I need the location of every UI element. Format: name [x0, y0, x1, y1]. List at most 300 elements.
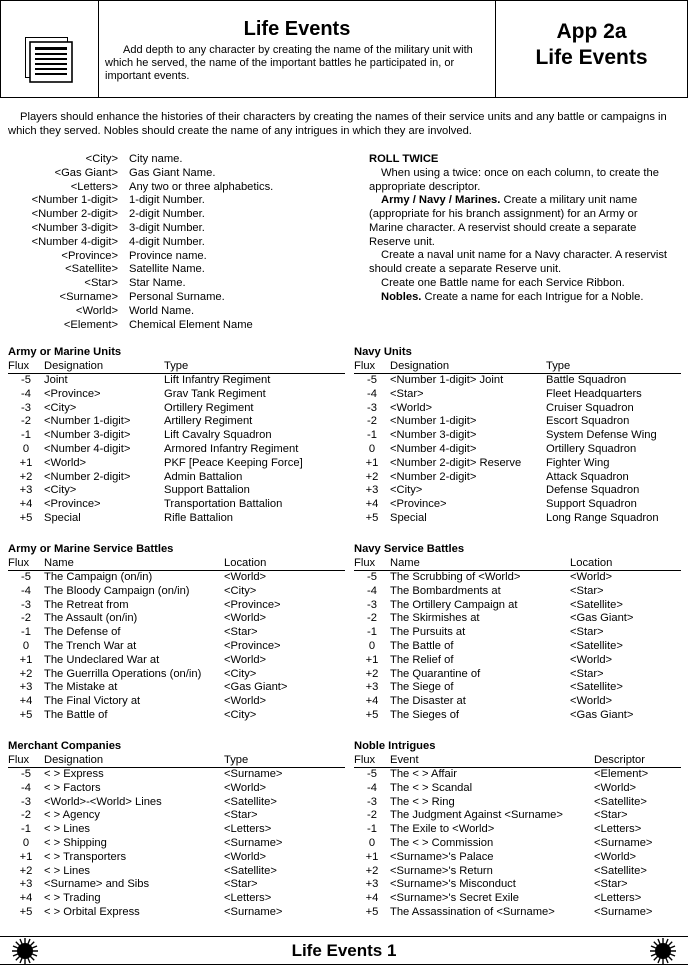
table-row: [354, 837, 681, 851]
table-row: [8, 415, 345, 429]
table-cell: Joint: [44, 374, 68, 386]
roll-nobles-label: Nobles.: [381, 290, 422, 303]
table-cell: <World>: [594, 781, 637, 794]
legend-row: [8, 208, 348, 222]
table-row: [354, 865, 681, 879]
table-cell: Fighter Wing: [546, 456, 610, 469]
table-cell: <Number 1-digit>: [390, 415, 477, 428]
table-row: [354, 443, 681, 457]
navy-units-table: [354, 346, 681, 526]
table-cell: Ortillery Regiment: [164, 401, 254, 414]
column-header: Designation: [44, 360, 104, 372]
table-header: [8, 754, 345, 768]
legend-key: <Number 2-digit>: [31, 208, 118, 221]
roll-paragraph-5: [369, 291, 669, 305]
column-header: Type: [224, 754, 249, 766]
table-cell: +3: [19, 681, 33, 694]
table-row: [354, 823, 681, 837]
table-cell: -2: [21, 415, 31, 428]
table-row: [354, 512, 681, 526]
table-cell: The < > Affair: [390, 768, 457, 780]
table-row: [354, 809, 681, 823]
page-title: Life Events: [243, 18, 351, 40]
table-cell: The Judgment Against <Surname>: [390, 809, 563, 822]
table-cell: <Number 2-digit>: [390, 470, 477, 483]
table-cell: The Final Victory at: [44, 695, 141, 708]
legend-value: 3-digit Number.: [129, 221, 205, 234]
roll-twice-section: [369, 153, 669, 304]
page-footer: [0, 935, 688, 967]
table-cell: -4: [367, 387, 377, 400]
table-row: [8, 782, 345, 796]
table-row: [8, 429, 345, 443]
table-cell: <Satellite>: [570, 639, 623, 652]
table-row: [8, 402, 345, 416]
table-cell: +1: [365, 653, 379, 666]
table-cell: <World>: [390, 401, 433, 414]
table-cell: <Province>: [224, 598, 281, 611]
table-cell: The Pursuits at: [390, 626, 466, 639]
table-row: [8, 681, 345, 695]
table-cell: -5: [21, 571, 31, 583]
legend-value: Star Name.: [129, 277, 186, 290]
table-row: [8, 654, 345, 668]
table-cell: -2: [21, 612, 31, 625]
table-row: [8, 709, 345, 723]
table-cell: <Number 3-digit>: [44, 429, 131, 442]
table-cell: <City>: [224, 708, 257, 721]
table-row: [354, 374, 681, 388]
table-cell: <Satellite>: [224, 795, 277, 808]
table-cell: <Star>: [570, 626, 604, 639]
table-cell: <Satellite>: [594, 864, 647, 877]
table-cell: -4: [21, 584, 31, 597]
table-row: [8, 585, 345, 599]
table-cell: <Satellite>: [594, 795, 647, 808]
table-row: [354, 709, 681, 723]
table-cell: -4: [367, 584, 377, 597]
table-row: [354, 782, 681, 796]
legend-row: [8, 194, 348, 208]
table-cell: +1: [365, 456, 379, 469]
table-cell: < > Trading: [44, 892, 101, 905]
column-header: Flux: [354, 754, 376, 766]
table-row: [354, 768, 681, 782]
table-cell: -2: [367, 809, 377, 822]
table-row: [354, 851, 681, 865]
table-cell: -5: [21, 768, 31, 780]
roll-paragraph-2: [369, 194, 669, 249]
table-cell: +5: [365, 708, 379, 721]
table-cell: -5: [367, 571, 377, 583]
table-cell: Attack Squadron: [546, 470, 629, 483]
table-title: Noble Intrigues: [354, 740, 436, 752]
table-cell: The Undeclared War at: [44, 653, 160, 666]
legend-key: <Number 4-digit>: [31, 235, 118, 248]
table-row: [8, 809, 345, 823]
table-cell: Lift Infantry Regiment: [164, 374, 271, 386]
table-cell: <World>: [570, 695, 613, 708]
table-cell: The < > Ring: [390, 795, 455, 808]
column-header: Event: [390, 754, 419, 766]
legend-value: World Name.: [129, 304, 195, 317]
table-cell: +3: [365, 681, 379, 694]
footer-top-rule: [0, 936, 688, 937]
table-cell: <Province>: [224, 639, 281, 652]
table-cell: Ortillery Squadron: [546, 442, 637, 455]
table-cell: +5: [365, 905, 379, 918]
legend-row: [8, 305, 348, 319]
roll-paragraph-3: Create a naval unit name for a Navy character. A reservist should create a separate Reserve unit.: [369, 249, 668, 276]
table-cell: <Gas Giant>: [224, 681, 288, 694]
table-cell: <Satellite>: [224, 864, 277, 877]
legend-value: 4-digit Number.: [129, 235, 205, 248]
table-cell: < > Agency: [44, 809, 100, 822]
table-cell: Battle Squadron: [546, 374, 627, 386]
legend-key: <Province>: [61, 249, 118, 262]
table-cell: Defense Squadron: [546, 484, 640, 497]
table-cell: <Surname>: [224, 768, 283, 780]
table-cell: < > Lines: [44, 864, 91, 877]
table-cell: -2: [367, 415, 377, 428]
table-cell: 0: [22, 442, 30, 455]
legend-key: <World>: [75, 304, 118, 317]
table-cell: Support Battalion: [164, 484, 250, 497]
column-header: Descriptor: [594, 754, 645, 766]
table-cell: -5: [21, 374, 31, 386]
table-row: [8, 374, 345, 388]
table-cell: +2: [365, 470, 379, 483]
table-header: [354, 754, 681, 768]
table-cell: Special: [44, 511, 81, 524]
roll-paragraph-1: When using a twice: once on each column, to create the appropriate descriptor.: [369, 166, 659, 193]
table-cell: <Satellite>: [570, 598, 623, 611]
table-cell: Long Range Squadron: [546, 511, 659, 524]
table-row: [8, 571, 345, 585]
table-cell: <City>: [44, 484, 77, 497]
table-cell: +4: [19, 498, 33, 511]
table-cell: <Province>: [44, 387, 101, 400]
legend-row: [8, 319, 348, 333]
table-cell: <World>: [570, 653, 613, 666]
table-cell: <Surname>'s Misconduct: [390, 878, 516, 891]
legend-value: 2-digit Number.: [129, 208, 205, 221]
table-cell: -1: [367, 823, 377, 836]
table-cell: Special: [390, 511, 427, 524]
legend-row: [8, 236, 348, 250]
table-row: [8, 796, 345, 810]
table-cell: The Guerrilla Operations (on/in): [44, 667, 202, 680]
table-cell: <World>: [570, 571, 613, 583]
table-cell: +1: [19, 850, 33, 863]
table-header: [354, 557, 681, 571]
table-cell: <City>: [44, 401, 77, 414]
table-cell: <Surname>'s Return: [390, 864, 493, 877]
column-header: Type: [546, 360, 571, 372]
column-header: Name: [44, 557, 74, 569]
table-cell: The < > Commission: [390, 836, 494, 849]
table-cell: -4: [21, 781, 31, 794]
table-cell: <World>: [224, 653, 267, 666]
table-cell: <Number 4-digit>: [44, 442, 131, 455]
table-cell: The Skirmishes at: [390, 612, 480, 625]
table-cell: < > Transporters: [44, 850, 127, 863]
table-cell: <Gas Giant>: [570, 612, 634, 625]
table-row: [354, 388, 681, 402]
column-header: Location: [224, 557, 267, 569]
army-units-table: [8, 346, 345, 526]
table-cell: The Ortillery Campaign at: [390, 598, 518, 611]
table-title: Army or Marine Units: [8, 346, 122, 358]
column-header: Flux: [354, 360, 376, 372]
table-cell: -1: [367, 626, 377, 639]
table-row: [8, 498, 345, 512]
table-cell: Escort Squadron: [546, 415, 630, 428]
table-cell: <Province>: [44, 498, 101, 511]
legend-key: <City>: [85, 153, 118, 165]
table-cell: The Relief of: [390, 653, 454, 666]
header-app-cell: [496, 1, 687, 97]
legend-value: Province name.: [129, 249, 207, 262]
table-cell: The Defense of: [44, 626, 121, 639]
table-cell: <Star>: [570, 584, 604, 597]
table-cell: < > Orbital Express: [44, 905, 140, 918]
table-cell: +2: [19, 470, 33, 483]
table-row: [8, 612, 345, 626]
table-header: [8, 360, 345, 374]
table-cell: +5: [365, 511, 379, 524]
table-cell: The Disaster at: [390, 695, 466, 708]
table-row: [8, 626, 345, 640]
table-row: [8, 851, 345, 865]
table-cell: The < > Scandal: [390, 781, 473, 794]
table-cell: <Letters>: [224, 892, 272, 905]
table-cell: -3: [21, 598, 31, 611]
table-row: [354, 654, 681, 668]
table-cell: Grav Tank Regiment: [164, 387, 266, 400]
legend-key: <Satellite>: [65, 263, 118, 276]
table-cell: <Star>: [594, 809, 628, 822]
legend-value: Personal Surname.: [129, 290, 225, 303]
legend-key: <Gas Giant>: [54, 166, 118, 179]
table-cell: -2: [367, 612, 377, 625]
table-cell: +2: [365, 864, 379, 877]
roll-heading: ROLL TWICE: [369, 153, 439, 165]
table-cell: -2: [21, 809, 31, 822]
header-icon-cell: [1, 1, 99, 97]
table-cell: <World>: [224, 850, 267, 863]
table-cell: The Mistake at: [44, 681, 118, 694]
table-cell: Admin Battalion: [164, 470, 243, 483]
table-cell: <World>: [224, 571, 267, 583]
table-cell: +5: [19, 905, 33, 918]
table-cell: +4: [365, 695, 379, 708]
table-cell: -1: [367, 429, 377, 442]
footer-title: Life Events 1: [291, 941, 397, 960]
table-cell: Rifle Battalion: [164, 511, 234, 524]
table-cell: +4: [19, 695, 33, 708]
table-cell: <World>: [224, 612, 267, 625]
table-cell: -1: [21, 626, 31, 639]
table-cell: The Sieges of: [390, 708, 460, 721]
table-cell: <Surname>: [224, 836, 283, 849]
table-cell: +2: [365, 667, 379, 680]
table-row: [354, 681, 681, 695]
appendix-title: [496, 19, 687, 72]
legend-key: <Element>: [63, 318, 118, 331]
table-row: [354, 484, 681, 498]
appendix-number: App 2a: [556, 20, 627, 43]
table-title: Army or Marine Service Battles: [8, 543, 174, 555]
table-cell: <Star>: [390, 387, 424, 400]
table-cell: <World>: [224, 781, 267, 794]
roll-army-label: Army / Navy / Marines.: [381, 194, 501, 207]
merchant-companies-table: [8, 740, 345, 920]
table-row: [354, 668, 681, 682]
table-cell: <Surname>: [594, 905, 653, 918]
table-row: [8, 768, 345, 782]
table-cell: Lift Cavalry Squadron: [164, 429, 272, 442]
table-row: [8, 471, 345, 485]
column-header: Flux: [354, 557, 376, 569]
column-header: Name: [390, 557, 420, 569]
table-row: [8, 599, 345, 613]
table-row: [354, 695, 681, 709]
table-cell: 0: [368, 442, 376, 455]
table-cell: The Bloody Campaign (on/in): [44, 584, 190, 597]
table-title: Merchant Companies: [8, 740, 122, 752]
legend-row: [8, 263, 348, 277]
table-row: [354, 471, 681, 485]
intro-paragraph: Players should enhance the histories of their characters by creating the names of their service units and any battle or campaigns in which they served. Nobles should create the name of any intrigues in which they are involved.: [8, 111, 667, 137]
table-row: [8, 906, 345, 920]
table-cell: -3: [367, 401, 377, 414]
table-cell: < > Express: [44, 768, 104, 780]
table-cell: <Number 4-digit>: [390, 442, 477, 455]
table-title: Navy Units: [354, 346, 412, 358]
table-cell: <Surname> and Sibs: [44, 878, 150, 891]
table-cell: <Number 1-digit>: [44, 415, 131, 428]
header-description: Add depth to any character by creating the name of the military unit with which he served, the name of the important battles he participated in, or important events.: [105, 43, 473, 82]
table-cell: -3: [21, 401, 31, 414]
table-cell: 0: [22, 639, 30, 652]
table-row: [8, 668, 345, 682]
table-cell: The Retreat from: [44, 598, 129, 611]
table-row: [354, 906, 681, 920]
table-cell: +1: [19, 653, 33, 666]
document-icon: [25, 37, 73, 83]
table-cell: <City>: [224, 584, 257, 597]
table-cell: +3: [365, 484, 379, 497]
table-cell: <Letters>: [224, 823, 272, 836]
table-header: [8, 557, 345, 571]
table-cell: The Bombardments at: [390, 584, 501, 597]
table-cell: <Satellite>: [570, 681, 623, 694]
table-cell: <Letters>: [594, 892, 642, 905]
table-cell: 0: [22, 836, 30, 849]
table-cell: <World>-<World> Lines: [44, 795, 162, 808]
column-header: Designation: [390, 360, 450, 372]
legend-key: <Star>: [84, 277, 118, 290]
table-cell: <City>: [224, 667, 257, 680]
legend-key: <Surname>: [59, 290, 118, 303]
table-row: [354, 892, 681, 906]
table-row: [354, 585, 681, 599]
legend-row: [8, 181, 348, 195]
table-cell: < > Factors: [44, 781, 101, 794]
navy-battles-table: [354, 543, 681, 723]
table-row: [354, 498, 681, 512]
table-row: [8, 457, 345, 471]
table-cell: <Surname>'s Secret Exile: [390, 892, 519, 905]
legend-value: Satellite Name.: [129, 263, 205, 276]
roll-army-text: Create a military unit name (appropriate for his branch assignment) for an Army or Marine character. A reservist should create a separate Reserve unit.: [369, 194, 638, 248]
table-cell: -5: [367, 374, 377, 386]
table-cell: 0: [368, 836, 376, 849]
table-cell: <Star>: [570, 667, 604, 680]
table-row: [354, 402, 681, 416]
table-cell: The Campaign (on/in): [44, 571, 153, 583]
appendix-name: Life Events: [535, 46, 648, 70]
table-cell: <Star>: [224, 809, 258, 822]
sun-icon: [650, 938, 676, 964]
table-cell: -3: [21, 795, 31, 808]
column-header: Flux: [8, 360, 30, 372]
column-header: Flux: [8, 754, 30, 766]
legend-value: Any two or three alphabetics.: [129, 180, 274, 193]
table-cell: +4: [365, 892, 379, 905]
table-cell: -3: [367, 598, 377, 611]
table-row: [354, 571, 681, 585]
table-cell: The Assassination of <Surname>: [390, 905, 555, 918]
table-row: [354, 796, 681, 810]
legend-key: <Letters>: [70, 180, 118, 193]
legend-value: Gas Giant Name.: [129, 166, 216, 179]
table-cell: <World>: [594, 850, 637, 863]
table-cell: <Surname>: [594, 836, 653, 849]
table-cell: The Quarantine of: [390, 667, 481, 680]
table-cell: +5: [19, 511, 33, 524]
table-cell: <Number 1-digit> Joint: [390, 374, 504, 386]
legend-value: 1-digit Number.: [129, 194, 205, 207]
table-cell: <Star>: [224, 626, 258, 639]
table-cell: <Province>: [390, 498, 447, 511]
table-title: Navy Service Battles: [354, 543, 465, 555]
legend-row: [8, 222, 348, 236]
table-row: [354, 429, 681, 443]
table-cell: <Number 3-digit>: [390, 429, 477, 442]
table-row: [354, 640, 681, 654]
table-row: [354, 415, 681, 429]
table-cell: <Surname>: [224, 905, 283, 918]
table-cell: Armored Infantry Regiment: [164, 442, 299, 455]
table-cell: -4: [367, 781, 377, 794]
table-cell: The Scrubbing of <World>: [390, 571, 521, 583]
table-cell: -1: [21, 823, 31, 836]
column-header: Flux: [8, 557, 30, 569]
header-main-cell: [99, 1, 496, 97]
table-header: [354, 360, 681, 374]
page-header: [0, 0, 688, 98]
column-header: Designation: [44, 754, 104, 766]
table-cell: <Letters>: [594, 823, 642, 836]
table-cell: PKF [Peace Keeping Force]: [164, 456, 303, 469]
table-cell: +3: [365, 878, 379, 891]
table-row: [8, 443, 345, 457]
table-row: [8, 878, 345, 892]
legend-list: [8, 153, 348, 332]
table-row: [8, 823, 345, 837]
